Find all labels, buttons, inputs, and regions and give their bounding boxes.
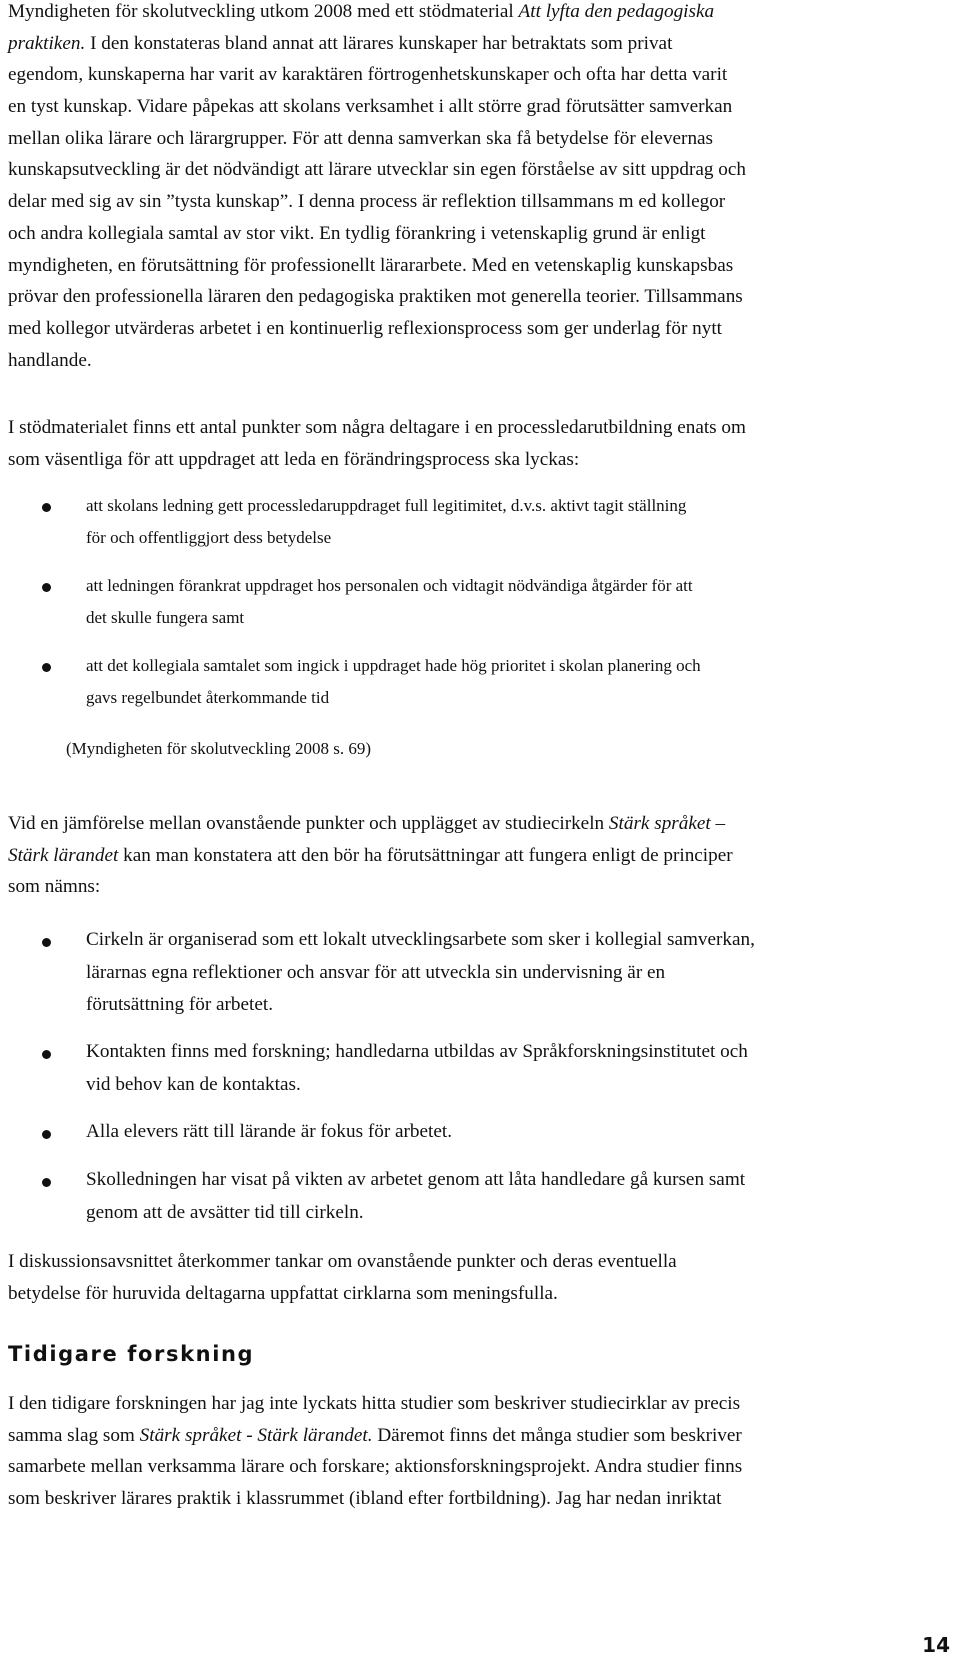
text-line: som beskriver lärares praktik i klassrummet (ibland efter fortbildning). Jag har nedan inriktat [8,1488,722,1510]
title-italic: Att lyfta den pedagogiska [518,1,715,22]
section-heading: Tidigare forskning [8,1342,255,1366]
bullet-icon [42,1178,51,1187]
bullet-icon [42,663,51,672]
text-line: Skolledningen har visat på vikten av arbetet genom att låta handledare gå kursen samt [86,1169,746,1190]
text-line [8,808,952,840]
text-line: samarbete mellan verksamma lärare och forskare; aktionsforskningsprojekt. Andra studier finns [8,1456,743,1478]
citation: (Myndigheten för skolutveckling 2008 s. 69) [66,739,372,758]
list-item [0,570,960,634]
title-italic: Stärk språket - Stärk lärandet. [139,1424,373,1446]
paragraph-jamforelse [8,808,952,903]
text-line: Alla elevers rätt till lärande är fokus för arbetet. [86,1121,452,1142]
bullet-icon [42,503,51,512]
text-line: lärarnas egna reflektioner och ansvar för att utveckla sin undervisning är en [86,961,666,983]
text-line: förutsättning för arbetet. [86,994,274,1015]
text-line: som väsentliga för att uppdraget att leda en förändringsprocess ska lyckas: [8,448,580,470]
text-line: att ledningen förankrat uppdraget hos personalen och vidtagit nödvändiga åtgärder för att [86,576,693,595]
text-span: Myndigheten för skolutveckling utkom 2008 med ett stödmaterial [8,1,519,22]
bullet-icon [42,1130,51,1139]
list-item [0,1116,960,1150]
title-italic: Stärk språket – [608,813,726,834]
text-line: I diskussionsavsnittet återkommer tankar om ovanstående punkter och deras eventuella [8,1251,677,1272]
list-item-text [86,1116,946,1149]
bullet-icon [42,1050,51,1059]
text-line [8,0,952,28]
title-italic: Stärk lärandet [8,844,119,866]
text-span: samma slag som [8,1424,140,1446]
list-item [0,1036,960,1102]
page-number: 14 [922,1633,950,1657]
text-line [8,1420,952,1452]
text-line: myndigheten, en förutsättning för professionellt lärararbete. Med en vetenskaplig kunskapsbas [8,254,734,276]
text-line: mellan olika lärare och lärargrupper. För att denna samverkan ska få betydelse för elevernas [8,127,714,149]
bullet-icon [42,583,51,592]
text-line: gavs regelbundet återkommande tid [86,688,330,707]
text-line: vid behov kan de kontaktas. [86,1073,301,1095]
text-line: handlande. [8,349,92,371]
text-span: I den konstateras bland annat att lärares kunskaper har betraktats som privat [85,32,673,54]
text-line [8,840,952,872]
list-item [0,924,960,1022]
text-line: I stödmaterialet finns ett antal punkter som några deltagare i en processledarutbildning enats om [8,417,746,438]
paragraph-tidigare-forskning [8,1388,952,1515]
paragraph-stodmaterial [8,412,952,475]
text-line: Cirkeln är organiserad som ett lokalt utvecklingsarbete som sker i kollegial samverkan, [86,929,755,950]
text-line: betydelse för huruvida deltagarna uppfattat cirklarna som meningsfulla. [8,1282,558,1304]
text-span: kan man konstatera att den bör ha förutsättningar att fungera enligt de principer [118,844,733,866]
text-line: I den tidigare forskningen har jag inte lyckats hitta studier som beskriver studiecirklar av precis [8,1393,741,1414]
text-line: för och offentliggjort dess betydelse [86,528,332,547]
text-line: prövar den professionella läraren den pedagogiska praktiken mot generella teorier. Tillsammans [8,286,743,308]
title-italic: praktiken. [8,32,86,54]
text-line: att det kollegiala samtalet som ingick i uppdraget hade hög prioritet i skolan planering och [86,656,701,675]
text-line: kunskapsutveckling är det nödvändigt att lärare utvecklar sin egen förståelse av sitt uppdrag och [8,159,746,181]
text-line: som nämns: [8,876,101,898]
paragraph-intro [8,0,952,376]
list-item [0,1164,960,1230]
text-line: det skulle fungera samt [86,608,245,627]
list-item [0,490,960,554]
text-line: Kontakten finns med forskning; handledarna utbildas av Språkforskningsinstitutet och [86,1041,748,1062]
list-item-text [86,490,946,554]
text-span: Däremot finns det många studier som beskriver [372,1424,742,1446]
paragraph-diskussion [8,1246,952,1309]
bullet-icon [42,938,51,947]
text-line: att skolans ledning gett processledaruppdraget full legitimitet, d.v.s. aktivt tagit ställning [86,496,687,515]
text-line [8,28,952,60]
list-item-text [86,924,946,1022]
text-line: och andra kollegiala samtal av stor vikt. En tydlig förankring i vetenskaplig grund är enligt [8,222,706,244]
text-line: delar med sig av sin ”tysta kunskap”. I denna process är reflektion tillsammans m ed kollegor [8,191,726,213]
text-line: genom att de avsätter tid till cirkeln. [86,1201,364,1223]
text-line: med kollegor utvärderas arbetet i en kontinuerlig reflexionsprocess som ger underlag för nytt [8,317,722,339]
text-span: Vid en jämförelse mellan ovanstående punkter och upplägget av studiecirkeln [8,813,609,834]
list-item [0,650,960,714]
list-item-text [86,1036,946,1101]
text-line: egendom, kunskaperna har varit av karaktären förtrogenhetskunskaper och ofta har detta varit [8,64,728,86]
list-item-text [86,570,946,634]
list-item-text [86,650,946,714]
text-line: en tyst kunskap. Vidare påpekas att skolans verksamhet i allt större grad förutsätter samverkan [8,96,733,118]
list-item-text [86,1164,946,1229]
